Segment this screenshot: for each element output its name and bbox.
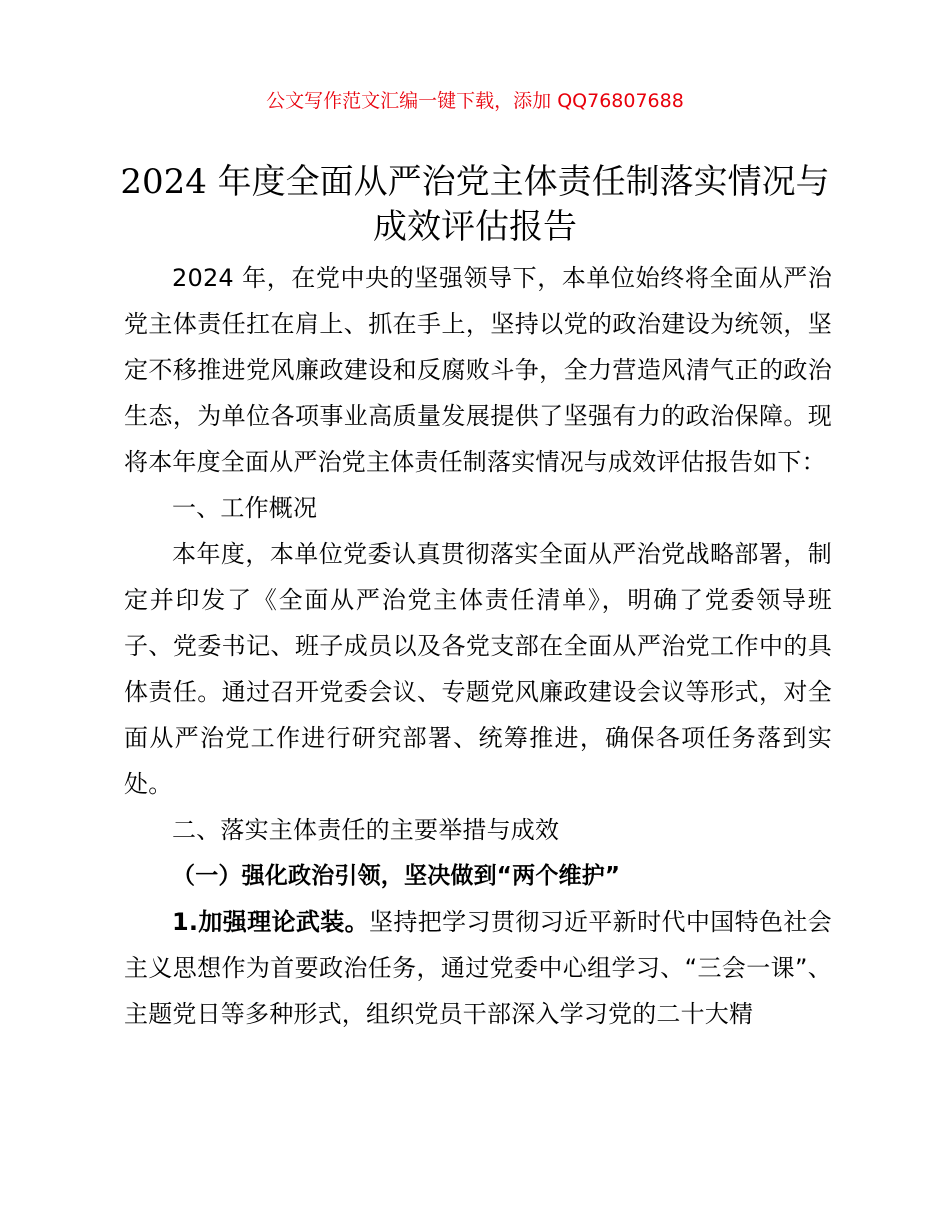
title-line-2: 成效评估报告: [373, 207, 577, 247]
document-body: [124, 255, 832, 1037]
item-1-paragraph: [124, 899, 832, 1037]
subsection-1-heading: （一）强化政治引领，坚决做到“两个维护”: [172, 863, 621, 889]
header-download-note: 公文写作范文汇编一键下载，添加 QQ76807688: [266, 90, 684, 112]
item-1-body: 坚持把学习贯彻习近平新时代中国特色社会主义思想作为首要政治任务，通过党委中心组学习、“三会一课”、主题党日等多种形式，组织党员干部深入学习党的二十大精: [124, 908, 832, 1028]
title-line-1: 2024 年度全面从严治党主体责任制落实情况与: [120, 162, 830, 202]
item-1-lead: 1.加强理论武装。: [172, 908, 370, 936]
section-1-paragraph: 本年度，本单位党委认真贯彻落实全面从严治党战略部署，制定并印发了《全面从严治党主体责任清单》，明确了党委领导班子、党委书记、班子成员以及各党支部在全面从严治党工作中的具体责任。通过召开党委会议、专题党风廉政建设会议等形式，对全面从严治党工作进行研究部署、统筹推进，确保各项任务落到实处。: [124, 540, 832, 798]
section-1-heading: 一、工作概况: [172, 494, 318, 522]
intro-paragraph: 2024 年，在党中央的坚强领导下，本单位始终将全面从严治党主体责任扛在肩上、抓在手上，坚持以党的政治建设为统领，坚定不移推进党风廉政建设和反腐败斗争，全力营造风清气正的政治生态，为单位各项事业高质量发展提供了坚强有力的政治保障。现将本年度全面从严治党主体责任制落实情况与成效评估报告如下：: [124, 264, 832, 476]
document-title: [120, 160, 830, 250]
section-2-heading: 二、落实主体责任的主要举措与成效: [172, 816, 560, 844]
